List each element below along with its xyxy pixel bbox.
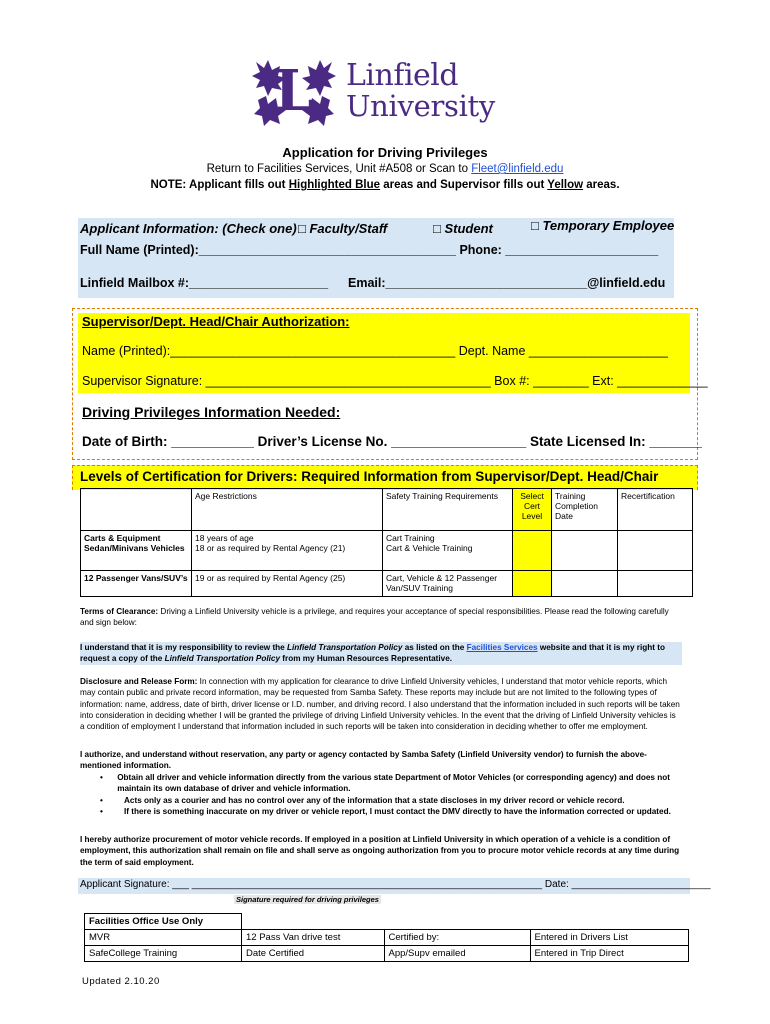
oak-leaf-icon: [248, 50, 340, 130]
cert-header-blank: [81, 489, 192, 531]
cert-age-vans: 19 or as required by Rental Agency (25): [192, 571, 383, 597]
bullet-text: Acts only as a courier and has no control over any of the information that a state discloses in my driver record or vehicle record.: [124, 795, 625, 805]
disclosure-label: Disclosure and Release Form:: [80, 677, 198, 686]
driving-info-title: Driving Privileges Information Needed:: [82, 404, 341, 420]
cert-select-cell[interactable]: [513, 531, 552, 571]
logo-text-university: University: [346, 89, 495, 123]
cert-training-carts: Cart Training: [386, 533, 435, 543]
return-text: Return to Facilities Services, Unit #A508 or Scan to: [206, 163, 472, 175]
office-cell: Entered in Drivers List: [530, 930, 688, 946]
cert-completion-cell[interactable]: [552, 531, 618, 571]
cert-training-cell: [383, 531, 513, 571]
dob-license-field[interactable]: Date of Birth: ___________ Driver’s License No. __________________ State Licensed In: _______: [82, 434, 702, 449]
bullet-icon: •: [100, 773, 103, 782]
office-cell: Date Certified: [242, 946, 385, 962]
facilities-services-link[interactable]: Facilities Services: [466, 643, 538, 652]
page-title: Application for Driving Privileges: [282, 145, 488, 160]
note-yellow: Yellow: [547, 179, 584, 191]
authorize-statement: I authorize, and understand without reservation, any party or agency contacted by Samba Safety (Linfield University vendor) to furnish the above-mentioned information.: [80, 750, 647, 771]
office-cell: SafeCollege Training: [85, 946, 242, 962]
note-blue: Highlighted Blue: [288, 179, 381, 191]
terms-text: Driving a Linfield University vehicle is a privilege, and requires your acceptance of special responsibilities. Please read the following carefully and sign below:: [80, 607, 669, 628]
resp-policy-2: Linfield Transportation Policy: [164, 654, 281, 664]
cert-age-sedan: 18 or as required by Rental Agency (21): [195, 543, 346, 553]
mailbox-field[interactable]: Linfield Mailbox #:____________________: [80, 276, 329, 290]
procurement-statement: I hereby authorize procurement of motor vehicle records. If employed in a position at Linfield University in which operation of a vehicle is a condition of employment, this authorization shall remain on file and shall serve as ongoing authorization from you to procure motor vehicle records at any time during the term of said employment.: [80, 835, 680, 867]
cert-recert-vans[interactable]: [618, 571, 693, 597]
office-use-table: [84, 913, 689, 962]
resp-text-1: I understand that it is my responsibility to review the: [80, 643, 288, 652]
bullet-text: If there is something inaccurate on my driver or vehicle report, I must contact the DMV directly to have the information corrected or updated.: [124, 806, 671, 816]
cert-row-label: [81, 531, 192, 571]
logo-text-linfield: Linfield: [346, 58, 459, 93]
checkbox-temporary-employee[interactable]: □ Temporary Employee: [531, 218, 675, 233]
note-mid: areas and Supervisor fills out: [380, 179, 548, 191]
bullet-icon: •: [100, 806, 103, 816]
office-cell: Certified by:: [384, 930, 530, 946]
cert-row-vans: 12 Passenger Vans/SUV’s: [81, 571, 192, 597]
cert-header-recert: Recertification: [618, 489, 693, 531]
cert-row-sedan: Sedan/Minivans Vehicles: [84, 543, 185, 553]
responsibility-statement: [80, 642, 682, 665]
office-cell: MVR: [85, 930, 242, 946]
cert-header-select: Select Cert Level: [513, 489, 552, 531]
supervisor-signature-field[interactable]: Supervisor Signature: _________________________________________ Box #: ________ Ext: _____________: [82, 374, 708, 388]
note-suffix: areas.: [583, 179, 620, 191]
resp-policy: Linfield Transportation Policy: [287, 643, 403, 652]
bullet-text: Obtain all driver and vehicle information directly from the various state Department of Motor Vehicles (or corresponding agency) and does not maintain its own database of driver and vehicle information.: [117, 773, 670, 794]
cert-recert-cell[interactable]: [618, 531, 693, 571]
cert-header-safety: Safety Training Requirements: [383, 489, 513, 531]
applicant-label: Applicant Information: (Check one): [80, 221, 297, 236]
checkbox-student[interactable]: □ Student: [433, 221, 493, 236]
certification-table: [80, 488, 693, 597]
bullet-item: [100, 795, 682, 806]
return-instructions: [0, 163, 770, 175]
full-name-phone-field[interactable]: Full Name (Printed):_____________________________________ Phone: ______________________: [80, 243, 659, 257]
disclosure-text: In connection with my application for clearance to drive Linfield University vehicles, I understand that motor vehicle reports, which may contain public and private record information, may be requested from Samba Safety. These reports may include but are not limited to the following types of information: name, address, date of birth, driver license or I.D. number, and driving record. I also understand that the information included in such reports will be taken into consideration in deciding whether I will be granted the privilege of driving Linfield University vehicles. In the event that the driving of Linfield University vehicles is a condition of employment I understand that information included in such reports will be taken into consideration in deciding whether to offer me employment.: [80, 677, 680, 732]
resp-text-4: from my Human Resources Representative.: [280, 654, 453, 664]
note-prefix: NOTE: Applicant fills out: [150, 179, 289, 191]
cert-age-carts: 18 years of age: [195, 533, 254, 543]
fleet-email-link[interactable]: Fleet@linfield.edu: [471, 163, 564, 175]
cert-row-carts: Carts & Equipment: [84, 533, 161, 543]
bullet-list: [100, 772, 682, 817]
svg-text:L: L: [274, 58, 314, 124]
disclosure-release: [80, 676, 682, 732]
cert-training-sedan: Cart & Vehicle Training: [386, 543, 473, 553]
note-line: [0, 179, 770, 191]
cert-select-vans[interactable]: [513, 571, 552, 597]
bullet-item: [100, 806, 682, 817]
cert-title: Levels of Certification for Drivers: Required Information from Supervisor/Dept. Head/Chair: [80, 469, 659, 484]
cert-header-age: Age Restrictions: [192, 489, 383, 531]
resp-text-2: as listed on the: [402, 643, 467, 652]
applicant-signature-field[interactable]: Applicant Signature: ___ _______________________________________________________________ Date: _________________________: [80, 879, 711, 890]
office-title: Facilities Office Use Only: [85, 914, 242, 930]
cert-completion-vans[interactable]: [552, 571, 618, 597]
bullet-item: [100, 772, 682, 795]
email-field[interactable]: Email:_____________________________@linfield.edu: [348, 276, 666, 290]
bullet-icon: •: [100, 795, 103, 805]
checkbox-faculty-staff[interactable]: □ Faculty/Staff: [298, 221, 388, 236]
linfield-logo: [248, 50, 523, 130]
cert-header-completion: Training Completion Date: [552, 489, 618, 531]
resp-text-3: website and that it is my right to request a copy of the: [80, 643, 665, 664]
cert-training-vans: Cart, Vehicle & 12 Passenger Van/SUV Training: [383, 571, 513, 597]
office-cell: 12 Pass Van drive test: [242, 930, 385, 946]
terms-label: Terms of Clearance:: [80, 607, 159, 616]
updated-date: Updated 2.10.20: [82, 976, 160, 987]
terms-of-clearance: [80, 606, 682, 629]
office-cell: Entered in Trip Direct: [530, 946, 688, 962]
supervisor-name-field[interactable]: Name (Printed):_________________________________________ Dept. Name ____________________: [82, 344, 668, 358]
signature-note: Signature required for driving privileges: [236, 895, 379, 904]
supervisor-title: Supervisor/Dept. Head/Chair Authorization:: [82, 314, 350, 329]
office-cell: App/Supv emailed: [384, 946, 530, 962]
cert-age-cell: [192, 531, 383, 571]
